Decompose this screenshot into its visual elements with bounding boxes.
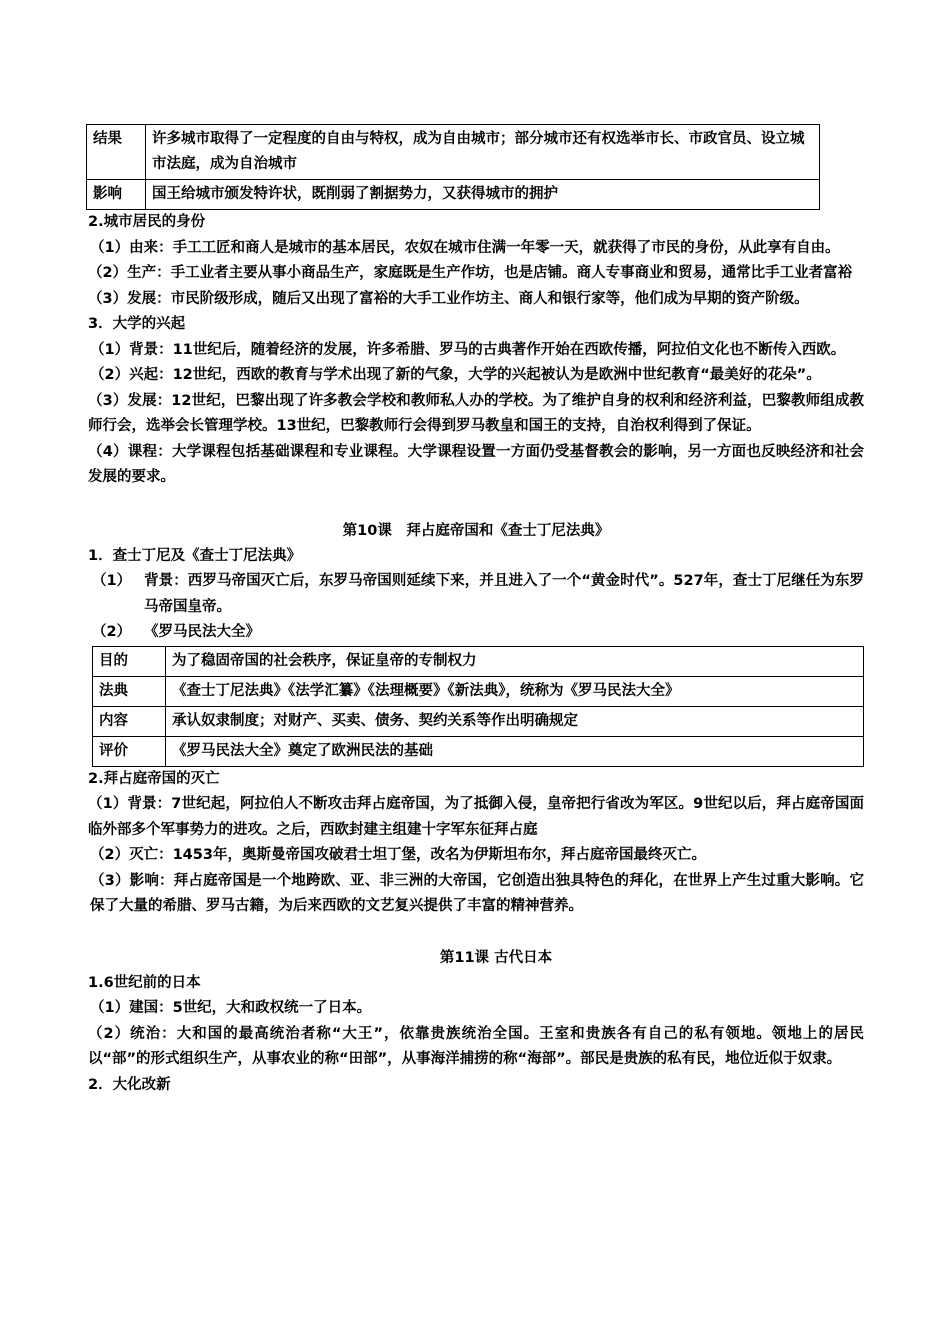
section-heading: 1．查士丁尼及《查士丁尼法典》 — [88, 547, 302, 564]
table-row — [93, 676, 864, 706]
table-row-header: 内容 — [93, 706, 166, 736]
paragraph: （3）影响：拜占庭帝国是一个地跨欧、亚、非三洲的大帝国，它创造出独具特色的拜化，在世界上产生过重大影响。它保了大量的希腊、罗马古籍，为后来西欧的文艺复兴提供了丰富的精神营养。 — [90, 872, 864, 914]
table-row — [87, 180, 820, 210]
paragraph: （2）灭亡：1453年，奥斯曼帝国攻破君士坦丁堡，改名为伊斯坦布尔，拜占庭帝国最终灭亡。 — [90, 847, 706, 863]
paragraph: （1）由来：手工工匠和商人是城市的基本居民，农奴在城市住满一年零一天，就获得了市民的身份，从此享有自由。 — [90, 239, 840, 256]
section-heading: 2．大化改新 — [88, 1076, 171, 1093]
table-row-header: 影响 — [87, 180, 146, 210]
section-heading: 1.6世纪前的日本 — [88, 974, 201, 991]
table-row-header: 评价 — [93, 736, 166, 766]
roman-law-table — [92, 646, 864, 767]
table-row — [93, 736, 864, 766]
table-row-header: 目的 — [93, 646, 166, 676]
table-row-header: 结果 — [87, 125, 146, 180]
section-heading: 3．大学的兴起 — [88, 316, 186, 332]
paragraph: （1）建国：5世纪，大和政权统一了日本。 — [90, 1000, 372, 1016]
item-text: 《罗马民法大全》 — [144, 624, 260, 640]
paragraph: （2）统治：大和国的最高统治者称“大王”，依靠贵族统治全国。王室和贵族各有自己的私有领地。领地上的居民以“部”的形式组织生产，从事农业的称“田部”，从事海洋捕捞的称“海部”。部民是贵族的私有民，地位近似于奴隶。 — [88, 1025, 864, 1067]
table-row-content: 承认奴隶制度；对财产、买卖、债务、契约关系等作出明确规定 — [166, 706, 864, 736]
document-page — [88, 124, 864, 1098]
table-row-content: 为了稳固帝国的社会秩序，保证皇帝的专制权力 — [166, 646, 864, 676]
paragraph: （2）生产：手工业者主要从事小商品生产，家庭既是生产作坊，也是店铺。商人专事商业和贸易，通常比手工业者富裕 — [88, 265, 853, 281]
paragraph: （4）课程：大学课程包括基础课程和专业课程。大学课程设置一方面仍受基督教会的影响，另一方面也反映经济和社会发展的要求。 — [88, 443, 864, 485]
item-number: （2） — [92, 624, 132, 640]
numbered-paragraph — [88, 569, 864, 620]
city-result-table — [86, 124, 820, 210]
paragraph: （3）发展：市民阶级形成，随后又出现了富裕的大手工业作坊主、商人和银行家等，他们成为早期的资产阶级。 — [88, 290, 809, 307]
table-row-header: 法典 — [93, 676, 166, 706]
table-row-content: 《罗马民法大全》奠定了欧洲民法的基础 — [166, 736, 864, 766]
item-number: （1） — [92, 573, 132, 589]
paragraph: （3）发展：12世纪，巴黎出现了许多教会学校和教师私人办的学校。为了维护自身的权利和经济利益，巴黎教师组成教师行会，选举会长管理学校。13世纪，巴黎教师行会得到罗马教皇和国王的支持，自治权利得到了保证。 — [88, 392, 864, 434]
numbered-paragraph — [88, 620, 864, 646]
paragraph: （1）背景：7世纪起，阿拉伯人不断攻击拜占庭帝国，为了抵御入侵，皇帝把行省改为军区。9世纪以后，拜占庭帝国面临外部多个军事势力的进攻。之后，西欧封建主组建十字军东征拜占庭 — [88, 796, 864, 838]
table-row-content: 许多城市取得了一定程度的自由与特权，成为自由城市；部分城市还有权选举市长、市政官员、设立城市法庭，成为自治城市 — [146, 125, 820, 180]
table-row — [87, 125, 820, 180]
table-row — [93, 646, 864, 676]
table-row-content: 国王给城市颁发特许状，既削弱了割据势力，又获得城市的拥护 — [146, 180, 820, 210]
section-heading: 2.城市居民的身份 — [88, 214, 206, 230]
table-row — [93, 706, 864, 736]
paragraph: （2）兴起：12世纪，西欧的教育与学术出现了新的气象，大学的兴起被认为是欧洲中世纪教育“最美好的花朵”。 — [90, 367, 821, 383]
section-heading: 2.拜占庭帝国的灭亡 — [88, 770, 220, 787]
lesson-heading: 第10课 拜占庭帝国和《查士丁尼法典》 — [342, 522, 610, 539]
lesson-heading: 第11课 古代日本 — [439, 949, 553, 966]
item-text: 背景：西罗马帝国灭亡后，东罗马帝国则延续下来，并且进入了一个“黄金时代”。527年，查士丁尼继任为东罗马帝国皇帝。 — [144, 573, 864, 615]
paragraph: （1）背景：11世纪后，随着经济的发展，许多希腊、罗马的古典著作开始在西欧传播，阿拉伯文化也不断传入西欧。 — [90, 341, 846, 358]
table-row-content: 《查士丁尼法典》《法学汇纂》《法理概要》《新法典》，统称为《罗马民法大全》 — [166, 676, 864, 706]
